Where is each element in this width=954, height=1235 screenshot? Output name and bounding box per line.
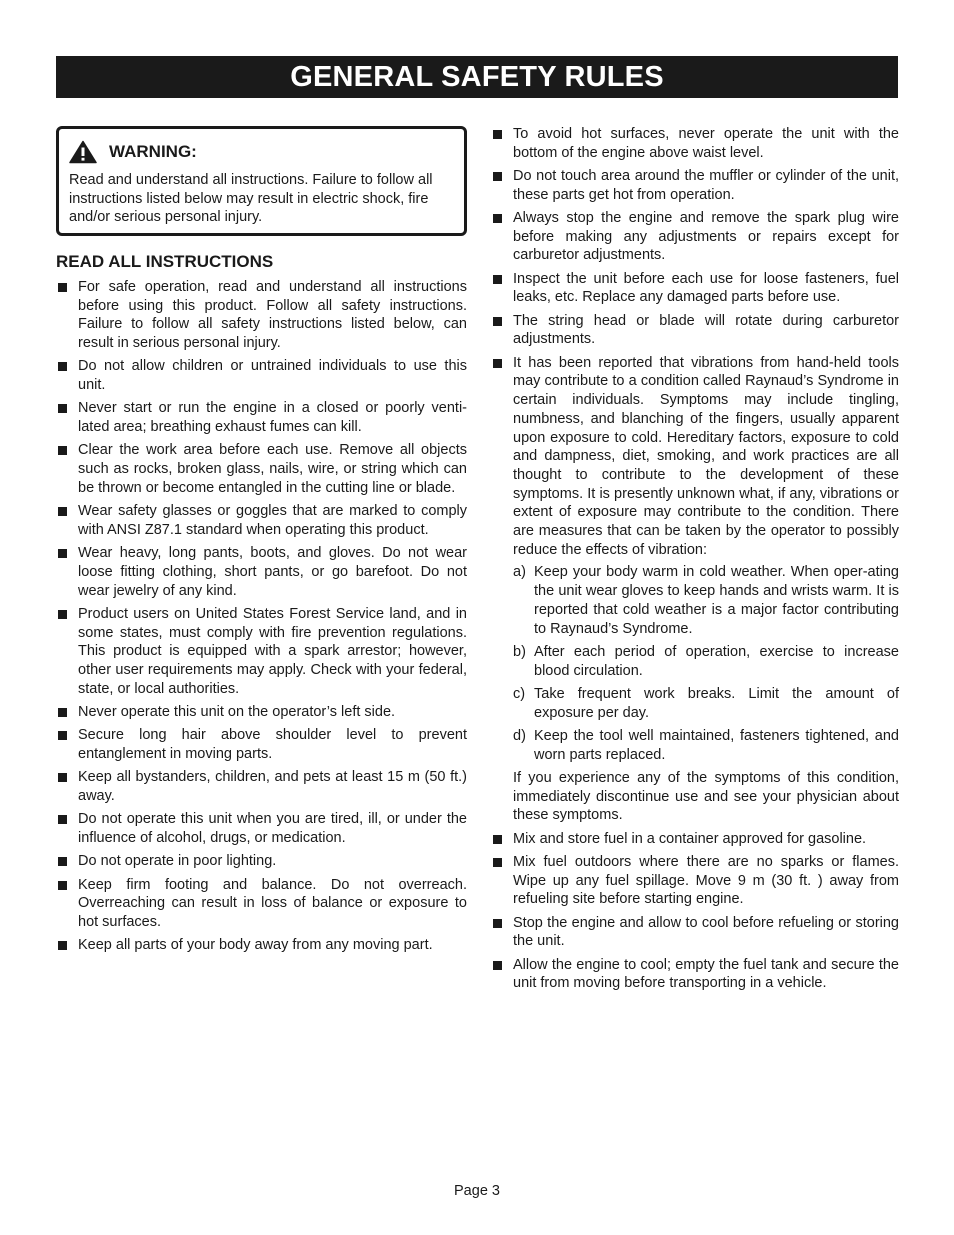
list-item [56, 810, 467, 847]
list-item [56, 726, 467, 763]
list-item-text: Do not allow children or untrained individuals to use this unit. [78, 358, 467, 394]
sub-item-letter: b) [513, 643, 526, 660]
sub-item-text: Keep the tool well maintained, fasteners tightened, and worn parts replaced. [534, 727, 899, 763]
list-item [491, 853, 899, 909]
list-item-text: To avoid hot surfaces, never operate the unit with the bottom of the engine above waist level. [513, 126, 899, 161]
list-item-text: The string head or blade will rotate during carburetor adjustments. [513, 312, 899, 348]
left-column [56, 126, 467, 960]
list-item [56, 278, 467, 353]
bullet-square-icon [58, 708, 67, 717]
list-item [56, 703, 467, 722]
list-item [491, 167, 899, 204]
bullet-square-icon [493, 835, 502, 844]
bullet-square-icon [58, 283, 67, 292]
vibration-item [491, 354, 899, 825]
list-item-text: Mix fuel outdoors where there are no sparks or flames. Wipe up any fuel spillage. Move 9 m (30 ft. ) away from refueling site before starting engine. [513, 853, 899, 908]
bullet-square-icon [58, 610, 67, 619]
bullet-square-icon [58, 815, 67, 824]
list-item-text: Never start or run the engine in a closed or poorly venti-lated area; breathing exhaust fumes can kill. [78, 400, 467, 436]
list-item-text: Wear safety glasses or goggles that are marked to comply with ANSI Z87.1 standard when operating this product. [78, 503, 467, 538]
right-column [491, 125, 899, 998]
list-item [491, 830, 899, 849]
bullet-square-icon [58, 941, 67, 950]
sub-item-letter: c) [513, 685, 526, 702]
list-item [491, 914, 899, 951]
sub-item-text: After each period of operation, exercise to increase blood circulation. [534, 643, 899, 679]
right-list [491, 125, 899, 993]
list-item-text: Secure long hair above shoulder level to prevent entanglement in moving parts. [78, 727, 467, 762]
bullet-square-icon [493, 317, 502, 326]
list-item [56, 357, 467, 394]
list-item [56, 768, 467, 805]
list-item [491, 270, 899, 307]
list-item-text: Mix and store fuel in a container approved for gasoline. [513, 830, 867, 847]
read-all-heading: READ ALL INSTRUCTIONS [56, 252, 274, 271]
list-item [56, 876, 467, 932]
list-item-text: Keep all bystanders, children, and pets at least 15 m (50 ft.) away. [78, 769, 467, 804]
list-item-text: Allow the engine to cool; empty the fuel tank and secure the unit from moving before transporting in a vehicle. [513, 956, 899, 992]
bullet-square-icon [493, 961, 502, 970]
warning-title: WARNING: [109, 142, 197, 161]
list-item-text: Do not touch area around the muffler or cylinder of the unit, these parts get hot from operation. [513, 168, 899, 203]
bullet-square-icon [58, 549, 67, 558]
bullet-square-icon [493, 172, 502, 181]
list-item-text: Never operate this unit on the operator’s left side. [78, 703, 396, 720]
bullet-square-icon [493, 858, 502, 867]
list-item-text: Always stop the engine and remove the spark plug wire before making any adjustments or repairs except for carburetor adjustments. [513, 210, 899, 264]
page-number: Page 3 [454, 1183, 500, 1199]
list-item-text: Wear heavy, long pants, boots, and gloves. Do not wear loose fitting clothing, short pants, or go barefoot. Do not wear jewelry of any kind. [78, 545, 467, 599]
bullet-square-icon [58, 404, 67, 413]
list-item [491, 312, 899, 349]
bullet-square-icon [493, 275, 502, 284]
list-item-text: Inspect the unit before each use for loose fasteners, fuel leaks, etc. Replace any damaged parts before use. [513, 270, 899, 306]
list-item [491, 956, 899, 993]
list-item-text: Clear the work area before each use. Remove all objects such as rocks, broken glass, nails, wire, or string which can be thrown or become entangled in the cutting line or blade. [78, 442, 467, 496]
list-item [56, 852, 467, 871]
list-item-text: Product users on United States Forest Service land, and in some states, must comply with fire prevention regulations. This product is equipped with a spark arrestor; however, other user requirements may apply. Check with your federal, state, or local authorities. [78, 605, 467, 697]
sub-item-text: Take frequent work breaks. Limit the amount of exposure per day. [534, 685, 899, 721]
sub-list-item [513, 563, 899, 638]
sub-item-letter: a) [513, 564, 526, 581]
warning-header [69, 139, 454, 165]
sub-list-item [513, 727, 899, 764]
list-item-text: Keep all parts of your body away from any moving part. [78, 937, 433, 954]
bullet-square-icon [493, 359, 502, 368]
list-item [56, 605, 467, 699]
list-item [56, 544, 467, 600]
list-item-text: Do not operate in poor lighting. [78, 853, 277, 870]
vibration-note: If you experience any of the symptoms of this condition, immediately discontinue use and see your physician about these symptoms. [513, 769, 899, 824]
bullet-square-icon [58, 446, 67, 455]
list-item-text: For safe operation, read and understand all instructions before using this product. Follow all safety instructions. Failure to follow all safety instructions listed below, can result in serious personal injury. [78, 279, 467, 352]
warning-triangle-icon [69, 140, 97, 164]
bullet-square-icon [58, 857, 67, 866]
bullet-square-icon [58, 773, 67, 782]
list-item-text: Stop the engine and allow to cool before refueling or storing the unit. [513, 914, 899, 950]
sub-list-item [513, 643, 899, 680]
bullet-square-icon [58, 362, 67, 371]
sub-list-item [513, 685, 899, 722]
list-item [56, 502, 467, 539]
sub-item-text: Keep your body warm in cold weather. When oper-ating the unit wear gloves to keep hands and wrists warm. It is reported that cold weather is a major factor contributing to Raynaud’s Syndrome. [534, 564, 899, 637]
sub-item-letter: d) [513, 727, 526, 744]
list-item-text: Keep firm footing and balance. Do not overreach. Overreaching can result in loss of balance or exposure to hot surfaces. [78, 876, 467, 930]
bullet-square-icon [58, 507, 67, 516]
page-title-bar [56, 56, 898, 98]
read-all-list [56, 278, 467, 955]
list-item [56, 399, 467, 436]
vibration-measures-list [513, 563, 899, 764]
bullet-square-icon [58, 881, 67, 890]
bullet-square-icon [493, 919, 502, 928]
list-item [491, 209, 899, 265]
list-item [56, 936, 467, 955]
bullet-square-icon [58, 731, 67, 740]
list-item [491, 125, 899, 162]
page-title: GENERAL SAFETY RULES [290, 60, 664, 93]
list-item-text: Do not operate this unit when you are tired, ill, or under the influence of alcohol, drugs, or medication. [78, 811, 467, 846]
warning-box [56, 126, 467, 236]
list-item [56, 441, 467, 497]
bullet-square-icon [493, 214, 502, 223]
vibration-text: It has been reported that vibrations from hand-held tools may contribute to a condition called Raynaud’s Syndrome in certain individuals. Symptoms may include tingling, numbness, and blanching of the fingers, usually apparent upon exposure to cold. Hereditary factors, exposure to cold and dampness, diet, smoking, and work practices are all thought to contribute to the development of these symptoms. It is presently unknown what, if any, vibrations or extent of exposure may contribute to the condition. There are measures that can be taken by the operator to possibly reduce the effects of vibration: [513, 354, 899, 558]
bullet-square-icon [493, 130, 502, 139]
warning-text: Read and understand all instructions. Failure to follow all instructions listed below may result in electric shock, fire and/or serious personal injury. [69, 172, 433, 226]
